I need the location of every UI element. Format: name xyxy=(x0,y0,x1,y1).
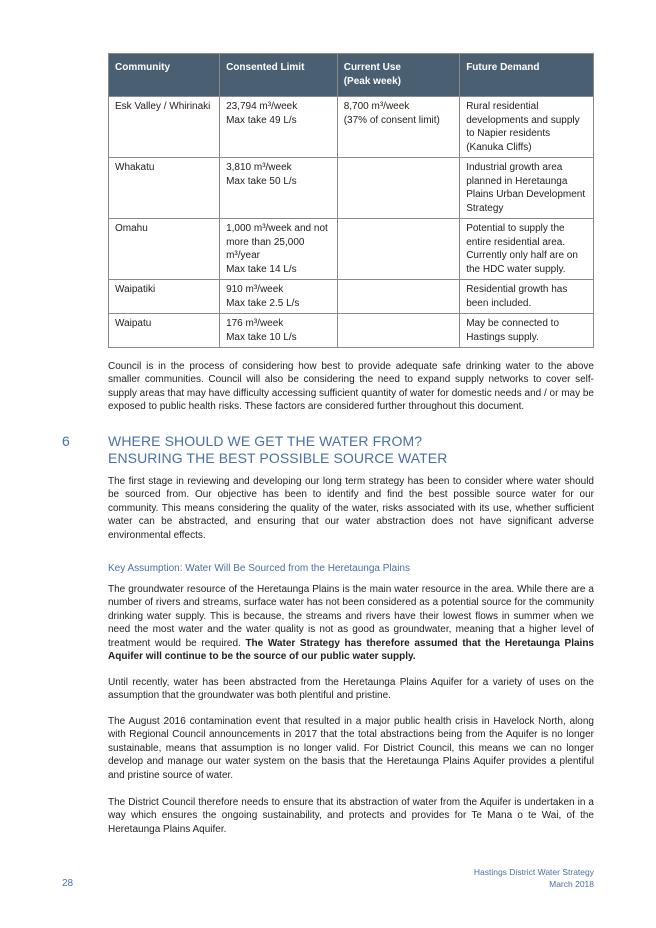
footer-date: March 2018 xyxy=(549,879,594,889)
cell-consented-limit-line: more than 25,000 xyxy=(226,236,305,248)
footer-doc-title: Hastings District Water Strategy xyxy=(473,867,594,877)
cell-future-demand-line: (Kanuka Cliffs) xyxy=(466,141,532,153)
table-header-row xyxy=(109,54,594,97)
cell-community xyxy=(109,314,220,348)
cell-consented-limit xyxy=(220,97,338,158)
header-future-demand: Future Demand xyxy=(460,54,594,97)
cell-community-text: Esk Valley / Whirinaki xyxy=(115,101,211,112)
cell-future-demand-line: planned in Heretaunga xyxy=(466,175,568,187)
cell-future-demand-line: Plains Urban Development xyxy=(466,189,586,200)
cell-community xyxy=(109,219,220,280)
cell-current-use xyxy=(337,314,459,348)
cell-consented-limit-line: Max take 2.5 L/s xyxy=(226,297,300,309)
cell-community xyxy=(109,97,220,158)
cell-community-text: Waipatiki xyxy=(115,284,156,295)
cell-consented-limit-line: Max take 50 L/s xyxy=(226,175,297,187)
cell-consented-limit-line: Max take 49 L/s xyxy=(226,114,297,126)
cell-consented-limit xyxy=(220,219,338,280)
cell-consented-limit-line: 910 m³/week xyxy=(226,284,284,295)
cell-future-demand-line: entire residential area. xyxy=(466,236,566,248)
cell-future-demand xyxy=(460,280,594,314)
august-paragraph: The August 2016 contamination event that resulted in a major public health crisis in Havelock North, along with Regional Council announcements in 2017 that the total abstractions being from the Aquifer is no longer sustainable, means that assumption is no longer valid. For District Council, this means we can no longer develop and manage our water system on the basis that the Heretaunga Plains Aquifer provides a plentiful and pristine source of water. xyxy=(108,716,594,781)
cell-future-demand-line: to Napier residents xyxy=(466,128,551,139)
cell-community-text: Omahu xyxy=(115,223,148,234)
cell-current-use-line: 8,700 m³/week xyxy=(343,101,410,112)
cell-future-demand-line: Strategy xyxy=(466,202,504,214)
cell-current-use xyxy=(337,280,459,314)
cell-consented-limit-line: Max take 14 L/s xyxy=(226,263,297,275)
section-paragraph: The first stage in reviewing and developing our long term strategy has been to consider where water should be sourced from. Our objective has been to identify and find the best possible source water for our community. This means considering the quality of the water, risks associated with its use, whether sufficient water can be abstracted, and ensuring that our water abstraction does not have significant adverse environmental effects. xyxy=(108,476,594,541)
section-title xyxy=(108,433,447,467)
cell-current-use xyxy=(337,97,459,158)
cell-current-use-line: (37% of consent limit) xyxy=(343,114,440,126)
cell-consented-limit-line: 23,794 m³/week xyxy=(226,101,298,112)
footer-info xyxy=(474,866,594,890)
cell-future-demand-line: May be connected to xyxy=(466,318,560,329)
cell-future-demand xyxy=(460,314,594,348)
section-title-line2: ENSURING THE BEST POSSIBLE SOURCE WATER xyxy=(108,450,448,466)
cell-current-use xyxy=(337,158,459,219)
cell-future-demand-line: the HDC water supply. xyxy=(466,263,566,275)
table-row xyxy=(109,97,594,158)
page-number: 28 xyxy=(62,878,74,889)
cell-future-demand xyxy=(460,219,594,280)
until-recently-paragraph: Until recently, water has been abstracted from the Heretaunga Plains Aquifer for a variety of uses on the assumption that the groundwater was both plentiful and pristine. xyxy=(108,677,594,702)
table-row xyxy=(109,314,594,348)
water-supply-table xyxy=(108,53,594,348)
cell-future-demand-line: Currently only half are on xyxy=(466,250,578,261)
cell-consented-limit-line: 1,000 m³/week and not xyxy=(226,223,328,234)
header-community: Community xyxy=(109,54,220,97)
section-number: 6 xyxy=(62,433,70,449)
groundwater-bold-text: The Water Strategy has therefore assumed that the Heretaunga Plains Aquifer will continue to be the source of our public water supply. xyxy=(108,637,594,663)
cell-future-demand xyxy=(460,97,594,158)
header-current-use: Current Use (Peak week) xyxy=(337,54,459,97)
cell-consented-limit-line: 176 m³/week xyxy=(226,318,284,329)
groundwater-text: The groundwater resource of the Heretaunga Plains is the main water resource in the area. While there are a number of rivers and streams, surface water has not been considered as a potential source for the community drinking water supply. This is because, the streams and rivers have their lowest flows in summer when we need the most water and the water quality is not as good as groundwater, meaning that a higher level of treatment would be required. xyxy=(108,584,594,649)
cell-future-demand-line: developments and supply xyxy=(466,114,580,126)
cell-future-demand-line: Rural residential xyxy=(466,101,539,112)
cell-future-demand xyxy=(460,158,594,219)
cell-community xyxy=(109,280,220,314)
cell-future-demand-line: Residential growth has xyxy=(466,284,568,295)
table-row xyxy=(109,158,594,219)
cell-community-text: Whakatu xyxy=(115,162,155,173)
header-consented-limit: Consented Limit xyxy=(220,54,338,97)
cell-current-use xyxy=(337,219,459,280)
cell-community-text: Waipatu xyxy=(115,318,152,329)
table-row xyxy=(109,280,594,314)
cell-consented-limit xyxy=(220,280,338,314)
cell-consented-limit xyxy=(220,314,338,348)
cell-consented-limit xyxy=(220,158,338,219)
key-assumption-heading: Key Assumption: Water Will Be Sourced from the Heretaunga Plains xyxy=(108,563,410,574)
groundwater-paragraph xyxy=(108,583,594,663)
intro-paragraph: Council is in the process of considering how best to provide adequate safe drinking water to the above smaller communities. Council will also be considering the need to expand supply networks to cover self-supply areas that may have difficulty accessing sufficient quantity of water for domestic needs and / or may be exposed to public health risks. These factors are considered further throughout this document. xyxy=(108,361,594,413)
cell-future-demand-line: Potential to supply the xyxy=(466,223,565,234)
district-paragraph: The District Council therefore needs to ensure that its abstraction of water from the Aquifer is undertaken in a way which ensures the ongoing sustainability, and protects and provides for Te Mana o te Wai, of the Heretaunga Plains Aquifer. xyxy=(108,797,594,835)
cell-consented-limit-line: 3,810 m³/week xyxy=(226,162,292,173)
section-title-line1: WHERE SHOULD WE GET THE WATER FROM? xyxy=(108,433,423,449)
cell-consented-limit-line: Max take 10 L/s xyxy=(226,331,297,343)
cell-future-demand-line: Industrial growth area xyxy=(466,162,563,173)
cell-community xyxy=(109,158,220,219)
table-row xyxy=(109,219,594,280)
cell-future-demand-line: been included. xyxy=(466,297,532,309)
cell-future-demand-line: Hastings supply. xyxy=(466,331,539,343)
cell-consented-limit-line: m³/year xyxy=(226,250,260,261)
